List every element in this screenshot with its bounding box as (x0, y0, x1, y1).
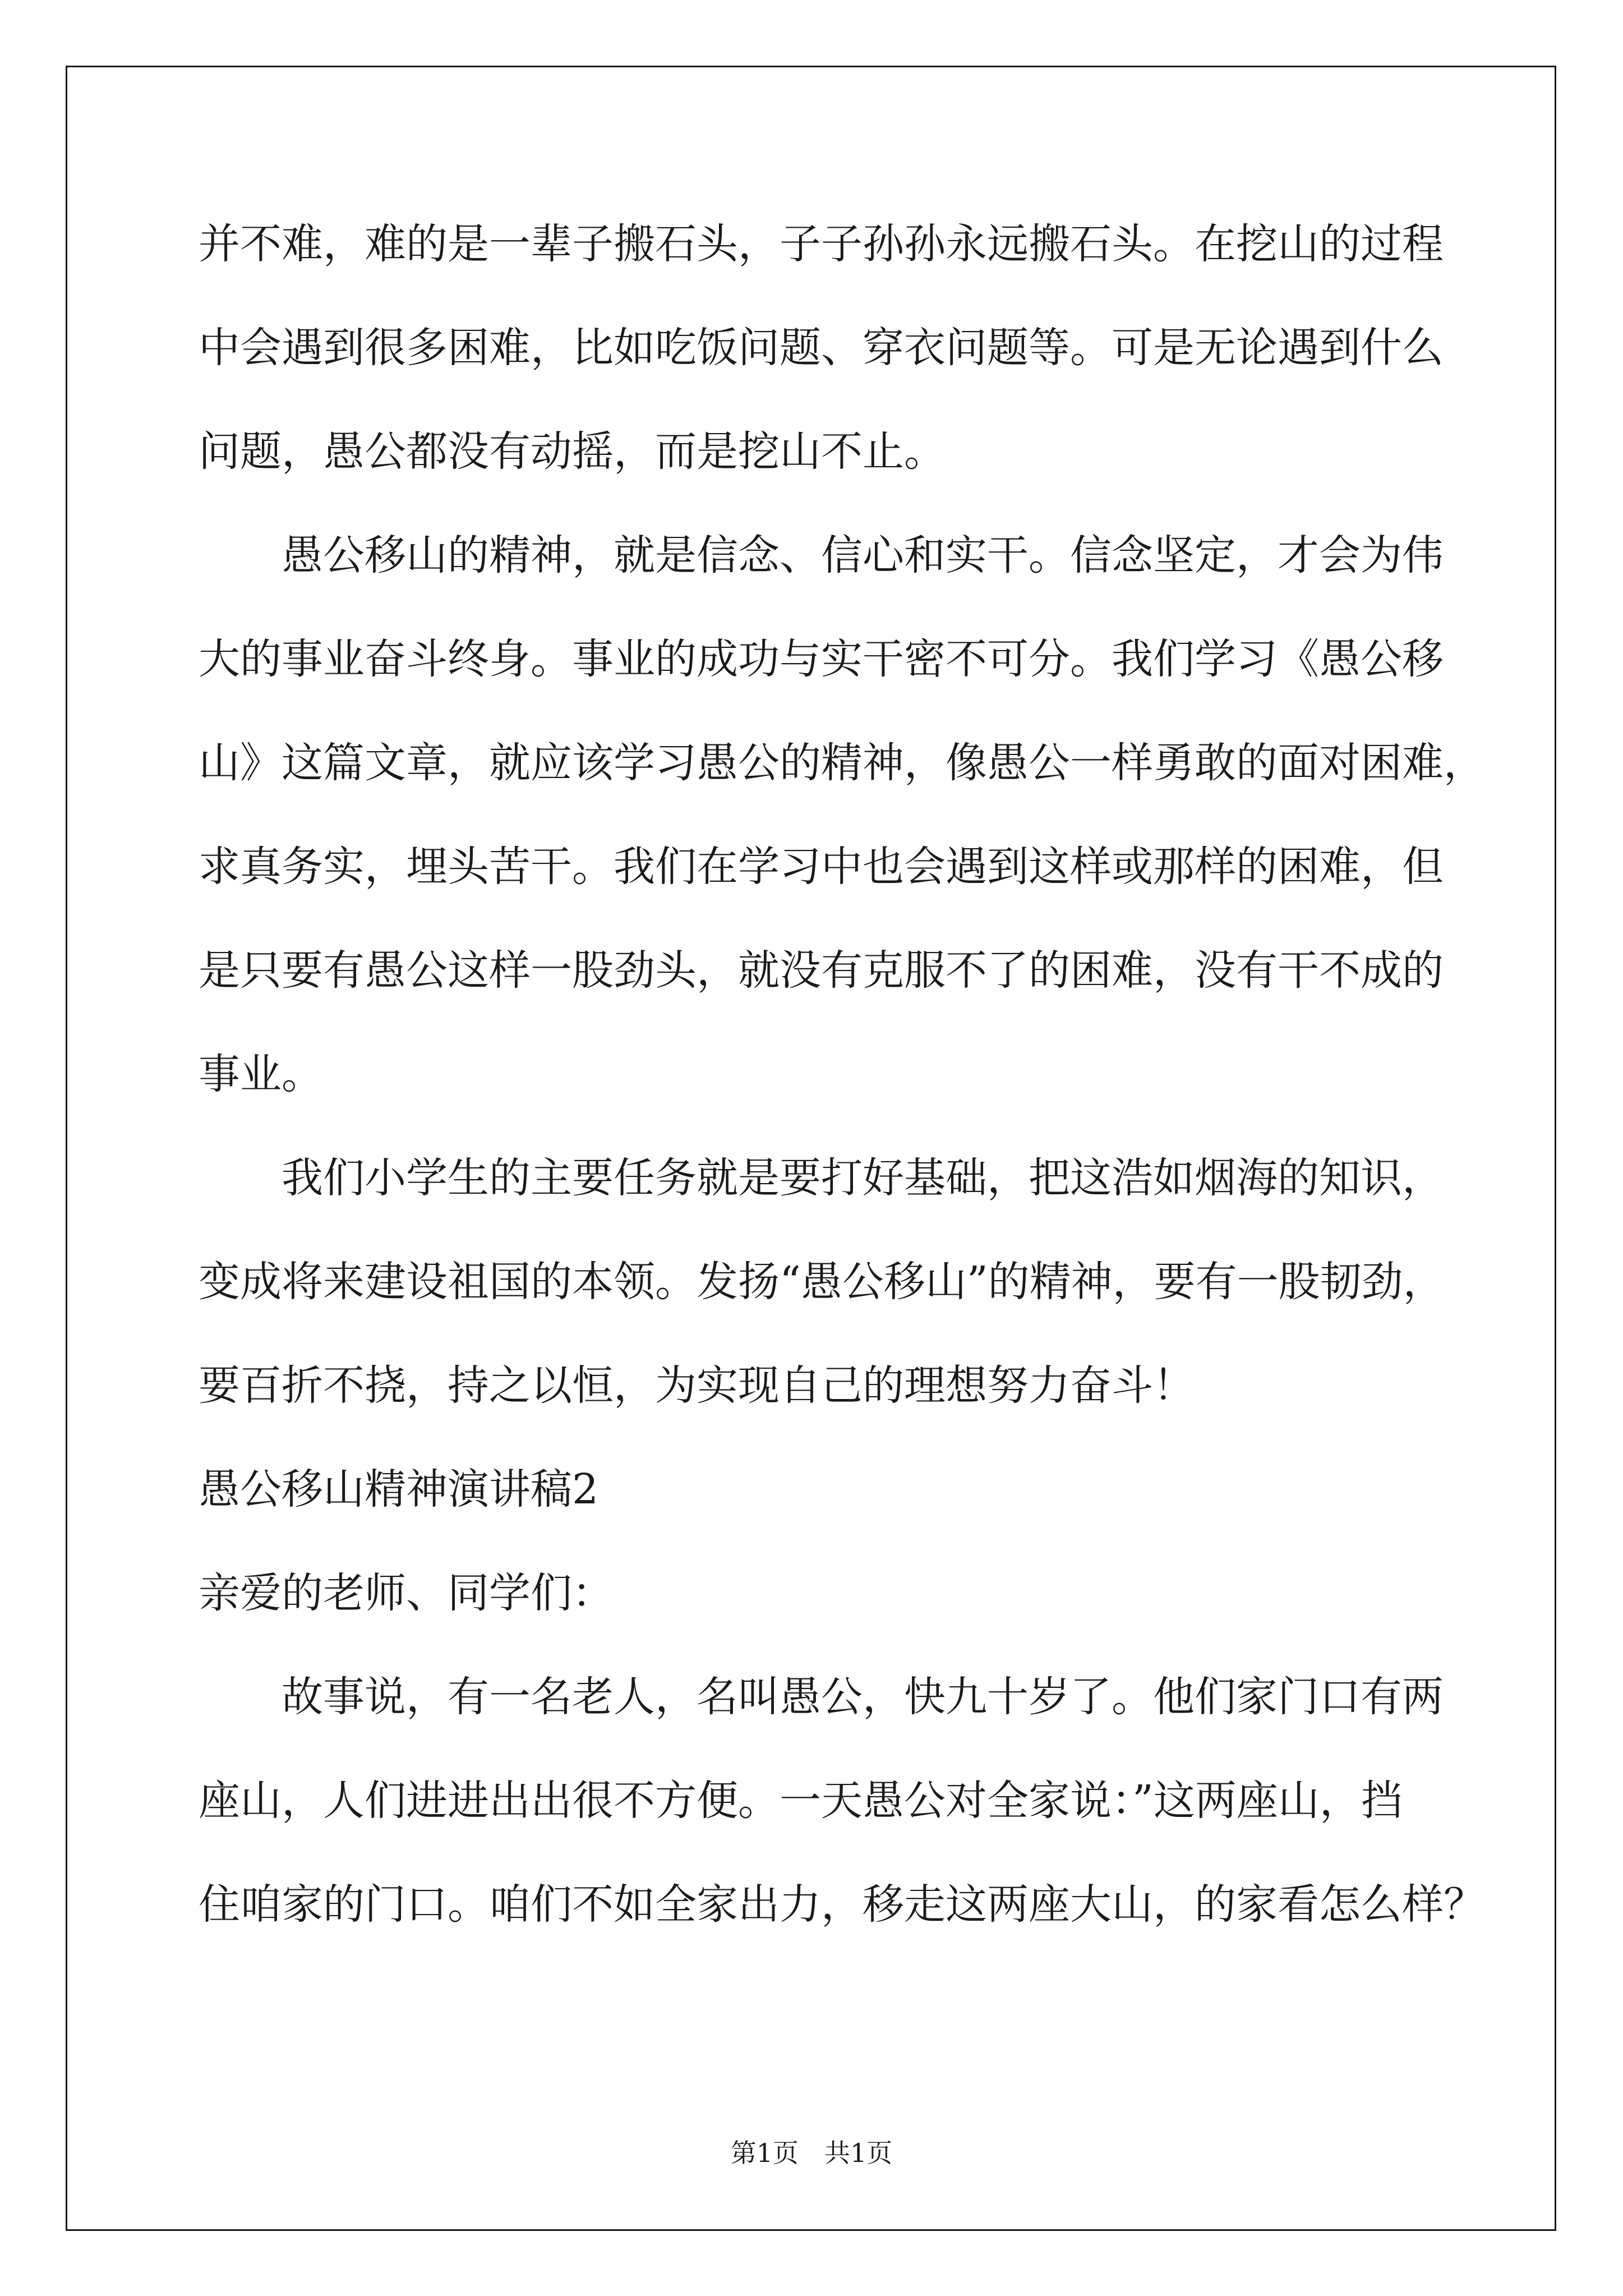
text-line: 事业。 (199, 1050, 323, 1098)
text-line: 住咱家的门口。咱们不如全家出力，移走这两座大山，的家看怎么样？ (199, 1880, 1485, 1929)
text-line: 是只要有愚公这样一股劲头，就没有克服不了的困难，没有干不成的 (199, 946, 1444, 995)
page-number-footer: 第1页 共1页 (730, 2138, 893, 2168)
text-line: 问题，愚公都没有动摇，而是挖山不止。 (199, 427, 946, 476)
text-line: 我们小学生的主要任务就是要打好基础，把这浩如烟海的知识， (199, 1154, 1444, 1202)
text-line: 要百折不挠，持之以恒，为实现自己的理想努力奋斗！ (199, 1361, 1195, 1410)
text-line: 大的事业奋斗终身。事业的成功与实干密不可分。我们学习《愚公移 (199, 635, 1444, 683)
text-line: 求真务实，埋头苦干。我们在学习中也会遇到这样或那样的困难，但 (199, 843, 1444, 891)
text-line: 故事说，有一名老人，名叫愚公，快九十岁了。他们家门口有两 (199, 1673, 1444, 1721)
section-heading: 愚公移山精神演讲稿2 (199, 1465, 599, 1513)
salutation: 亲爱的老师、同学们： (199, 1569, 614, 1617)
text-line: 愚公移山的精神，就是信念、信心和实干。信念坚定，才会为伟 (199, 531, 1444, 579)
text-line: 中会遇到很多困难，比如吃饭问题、穿衣问题等。可是无论遇到什么 (199, 324, 1444, 372)
text-line: 座山，人们进进出出很不方便。一天愚公对全家说：”这两座山，挡 (199, 1777, 1403, 1825)
text-line: 山》这篇文章，就应该学习愚公的精神，像愚公一样勇敢的面对困难， (199, 739, 1485, 787)
text-line: 变成将来建设祖国的本领。发扬“愚公移山”的精神，要有一股韧劲， (199, 1258, 1445, 1306)
text-line: 并不难，难的是一辈子搬石头，子子孙孙永远搬石头。在挖山的过程 (199, 220, 1444, 268)
